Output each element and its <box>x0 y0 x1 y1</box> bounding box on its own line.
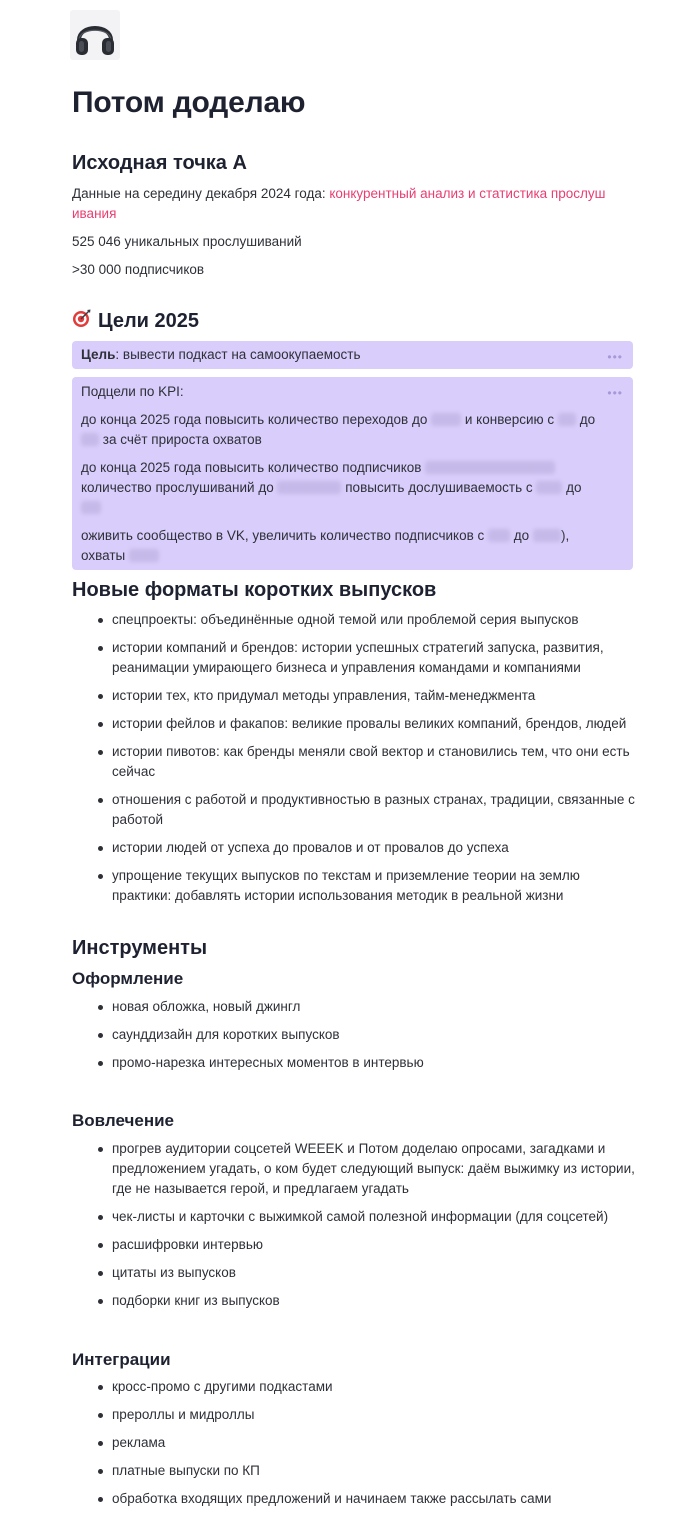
list-item: упрощение текущих выпусков по текстам и приземление теории на землю практики: добавлять истории использования методик в реальной жизни <box>94 866 639 906</box>
formats-list <box>94 610 639 914</box>
subheading-engagement: Вовлечение <box>72 1111 174 1130</box>
list-item: обработка входящих предложений и начинаем также рассылать сами <box>94 1489 639 1509</box>
list-item: прероллы и мидроллы <box>94 1405 639 1425</box>
list-item: расшифровки интервью <box>94 1235 639 1255</box>
goals-title-text: Цели 2025 <box>98 309 200 332</box>
list-item: платные выпуски по КП <box>94 1461 639 1481</box>
list-item: истории пивотов: как бренды меняли свой вектор и становились тем, что они есть сейчас <box>94 742 639 782</box>
subheading-integrations: Интеграции <box>72 1350 171 1369</box>
redacted-value <box>425 461 555 474</box>
subheading-design: Оформление <box>72 969 184 988</box>
more-options-icon[interactable]: ••• <box>607 350 623 364</box>
page-title: Потом доделаю <box>72 86 306 119</box>
kpi-callout[interactable] <box>72 377 633 570</box>
list-item: отношения с работой и продуктивностью в разных странах, традиции, связанные с работой <box>94 790 639 830</box>
listens-stat: 525 046 уникальных прослушиваний <box>72 234 302 249</box>
kpi-item: оживить сообщество в VK, увеличить количество подписчиков с до ), охваты <box>81 528 570 563</box>
engagement-list <box>94 1139 639 1319</box>
analysis-link-continued[interactable]: ивания <box>72 206 117 221</box>
integrations-list <box>94 1377 639 1517</box>
goal-callout[interactable] <box>72 341 633 369</box>
redacted-value <box>431 413 461 426</box>
redacted-value <box>488 529 510 542</box>
subscribers-stat: >30 000 подписчиков <box>72 262 205 277</box>
redacted-value <box>81 501 101 514</box>
list-item: реклама <box>94 1433 639 1453</box>
list-item: подборки книг из выпусков <box>94 1291 639 1311</box>
redacted-value <box>536 481 562 494</box>
list-item: кросс-промо с другими подкастами <box>94 1377 639 1397</box>
headphones-icon[interactable] <box>70 10 120 60</box>
list-item: чек-листы и карточки с выжимкой самой полезной информации (для соцсетей) <box>94 1207 639 1227</box>
data-date-line <box>72 184 637 224</box>
design-list <box>94 997 639 1081</box>
list-item: истории людей от успеха до провалов и от провалов до успеха <box>94 838 639 858</box>
list-item: истории тех, кто придумал методы управления, тайм-менеджмента <box>94 686 639 706</box>
more-options-icon[interactable]: ••• <box>607 386 623 400</box>
list-item: прогрев аудитории соцсетей WEEEK и Потом доделаю опросами, загадками и предложением угадать, о ком будет следующий выпуск: даём выжимку из истории, где не называется герой, и предлагаем угадать <box>94 1139 639 1199</box>
kpi-item: до конца 2025 года повысить количество подписчиков количество прослушиваний до повысить дослушиваемость с до <box>81 458 624 518</box>
list-item: новая обложка, новый джингл <box>94 997 639 1017</box>
list-item: цитаты из выпусков <box>94 1263 639 1283</box>
list-item: истории компаний и брендов: истории успешных стратегий запуска, развития, реанимации умирающего бизнеса и управления командами и компаниями <box>94 638 639 678</box>
redacted-value <box>558 413 576 426</box>
goal-text: : вывести подкаст на самоокупаемость <box>115 347 361 362</box>
redacted-value <box>81 433 99 446</box>
section-heading-tools: Инструменты <box>72 937 208 959</box>
list-item: истории фейлов и факапов: великие провалы великих компаний, брендов, людей <box>94 714 639 734</box>
list-item: промо-нарезка интересных моментов в интервью <box>94 1053 639 1073</box>
goals-heading <box>72 308 199 334</box>
section-heading-formats: Новые форматы коротких выпусков <box>72 579 437 601</box>
data-date-text: Данные на середину декабря 2024 года: <box>72 186 330 201</box>
redacted-value <box>533 529 561 542</box>
kpi-item: до конца 2025 года повысить количество переходов до и конверсию с до за счёт прироста охватов <box>81 412 596 447</box>
analysis-link[interactable]: конкурентный анализ и статистика прослуш <box>329 186 606 201</box>
redacted-value <box>129 549 159 562</box>
target-icon <box>72 308 92 334</box>
redacted-value <box>277 481 341 494</box>
list-item: саунддизайн для коротких выпусков <box>94 1025 639 1045</box>
subgoals-title: Подцели по KPI: <box>81 384 184 399</box>
list-item: спецпроекты: объединённые одной темой или проблемой серия выпусков <box>94 610 639 630</box>
goal-label: Цель <box>81 347 116 362</box>
section-heading-start-point: Исходная точка А <box>72 152 247 174</box>
